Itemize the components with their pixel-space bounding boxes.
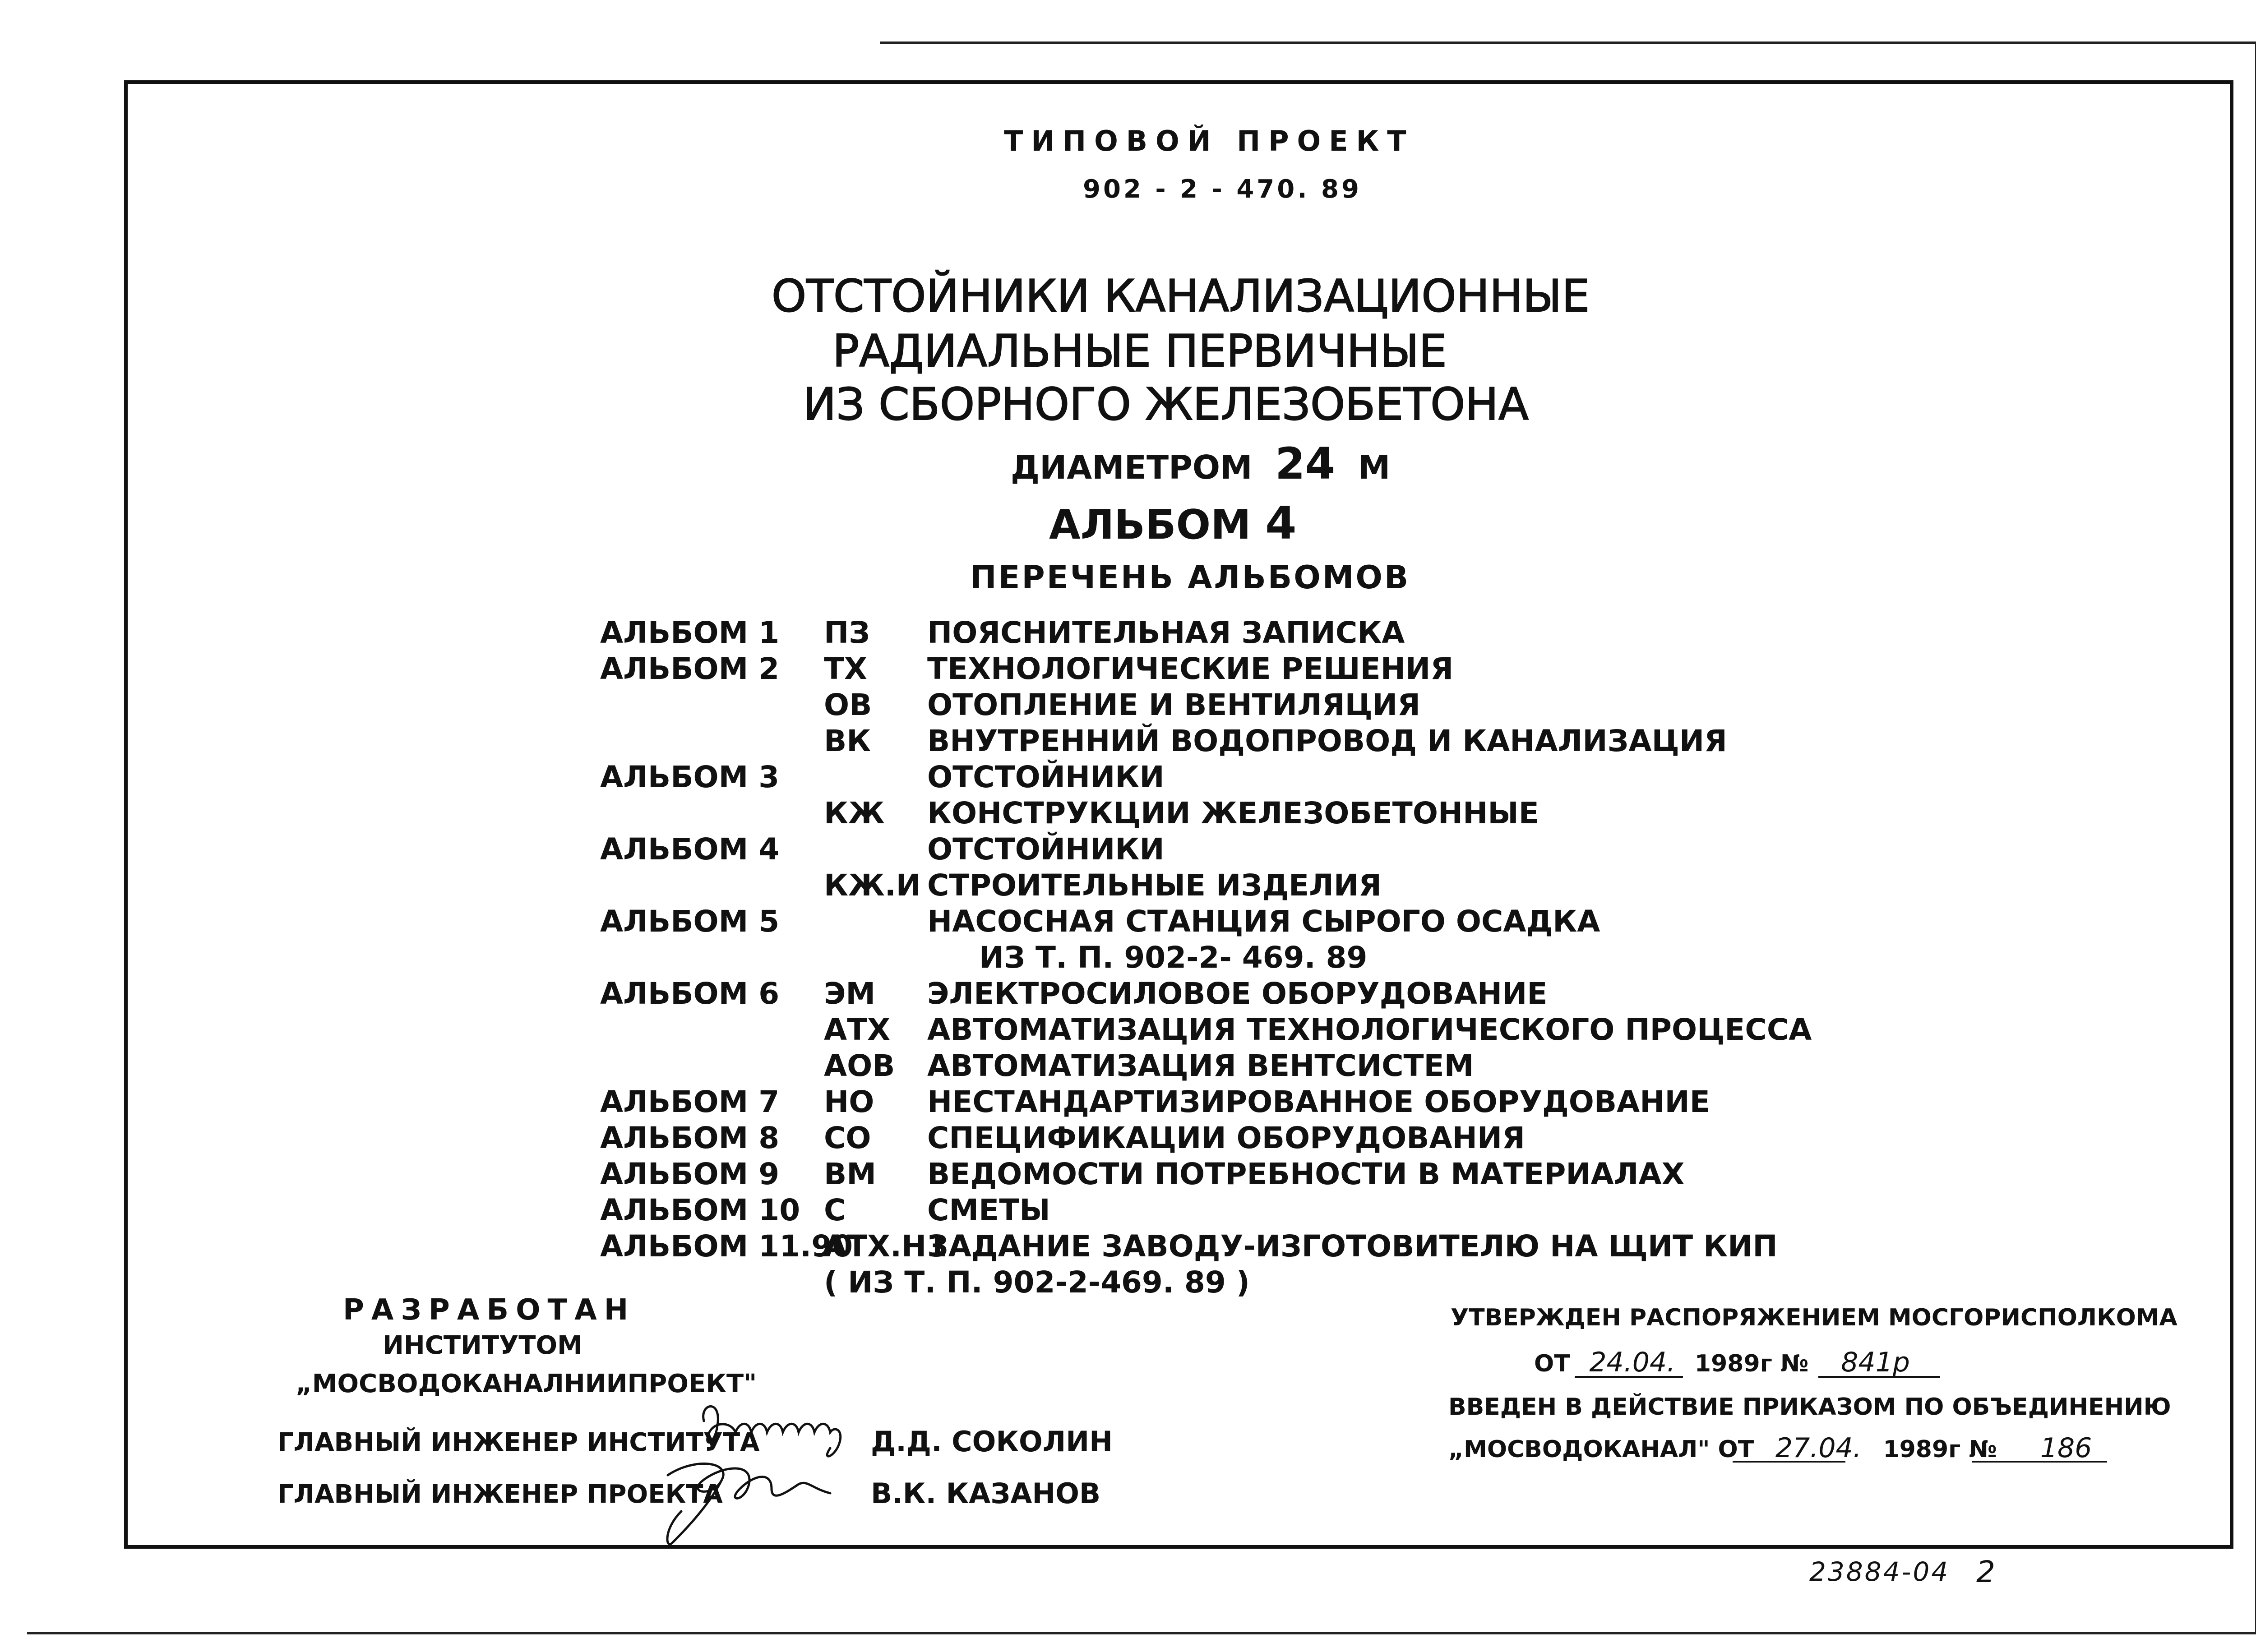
album-number: АЛЬБОМ 7	[600, 1084, 780, 1119]
album-row	[600, 726, 2134, 762]
album-label: АЛЬБОМ	[1049, 501, 1251, 549]
album-name: ТЕХНОЛОГИЧЕСКИЕ РЕШЕНИЯ	[927, 651, 1454, 686]
approved-year: 1989г №	[1694, 1350, 1809, 1377]
album-number: АЛЬБОМ 2	[600, 651, 780, 686]
developer-by: ИНСТИТУТОМ	[383, 1331, 582, 1360]
album-number: АЛЬБОМ 1	[600, 615, 780, 650]
album-code: АТХ	[824, 1012, 890, 1047]
album-code: ЭМ	[824, 976, 876, 1011]
chief-project-label: ГЛАВНЫЙ ИНЖЕНЕР ПРОЕКТА	[277, 1480, 723, 1509]
sheet-edge-top	[880, 42, 2256, 44]
album-row	[600, 1159, 2134, 1195]
album-line	[1049, 497, 1297, 549]
album-number: АЛЬБОМ 6	[600, 976, 780, 1011]
developer-label: РАЗРАБОТАН	[343, 1293, 636, 1327]
chief-institute-label: ГЛАВНЫЙ ИНЖЕНЕР ИНСТИТУТА	[277, 1428, 760, 1457]
diameter-line	[1011, 438, 1391, 489]
approved-from: ОТ	[1534, 1350, 1570, 1377]
album-row	[600, 798, 2134, 835]
album-code: АТХ.Н1	[824, 1229, 948, 1264]
diameter-unit: М	[1358, 448, 1391, 486]
approved-text: УТВЕРЖДЕН РАСПОРЯЖЕНИЕМ МОСГОРИСПОЛКОМА	[1451, 1304, 2177, 1331]
enacted-number-underline	[1972, 1461, 2107, 1463]
album-row	[600, 1195, 2134, 1232]
project-number: 902 - 2 - 470. 89	[1083, 175, 1362, 204]
album-number: АЛЬБОМ 8	[600, 1121, 780, 1155]
album-name: ВНУТРЕННИЙ ВОДОПРОВОД И КАНАЛИЗАЦИЯ	[927, 724, 1727, 758]
album-code: СО	[824, 1121, 871, 1155]
album-number: АЛЬБОМ 3	[600, 760, 780, 794]
album-code: ОВ	[824, 688, 872, 722]
album-row	[600, 832, 2134, 871]
album-code: ВМ	[824, 1157, 876, 1191]
album-row	[600, 940, 2134, 979]
album-value: 4	[1265, 497, 1297, 549]
title-line-2: РАДИАЛЬНЫЕ ПЕРВИЧНЫЕ	[832, 326, 1447, 377]
chief-project-name: В.К. КАЗАНОВ	[871, 1477, 1101, 1510]
enacted-text: ВВЕДЕН В ДЕЙСТВИЕ ПРИКАЗОМ ПО ОБЪЕДИНЕНИЮ	[1448, 1394, 2171, 1421]
album-name: ВЕДОМОСТИ ПОТРЕБНОСТИ В МАТЕРИАЛАХ	[927, 1157, 1685, 1191]
album-name: ЭЛЕКТРОСИЛОВОЕ ОБОРУДОВАНИЕ	[927, 976, 1548, 1011]
enacted-org: „МОСВОДОКАНАЛ" ОТ	[1448, 1436, 1754, 1463]
enacted-year: 1989г №	[1883, 1436, 1997, 1463]
album-name: НАСОСНАЯ СТАНЦИЯ СЫРОГО ОСАДКА	[927, 904, 1600, 939]
approved-number-underline	[1818, 1376, 1940, 1378]
album-code: КЖ.И	[824, 868, 921, 903]
title-line-1: ОТСТОЙНИКИ КАНАЛИЗАЦИОННЫЕ	[772, 271, 1590, 322]
album-row	[600, 615, 2134, 654]
enacted-number: 186	[2040, 1432, 2092, 1464]
footer-page: 2	[1976, 1555, 1995, 1589]
chief-institute-name: Д.Д. СОКОЛИН	[871, 1425, 1113, 1458]
sheet-edge-bottom	[27, 1632, 2256, 1634]
album-name: ПОЯСНИТЕЛЬНАЯ ЗАПИСКА	[927, 615, 1405, 650]
albums-list	[600, 615, 2134, 1300]
album-code: С	[824, 1193, 846, 1227]
footer-number: 23884-04	[1809, 1556, 1950, 1587]
album-code: КЖ	[824, 796, 885, 831]
album-code: ( ИЗ Т. П. 902-2-469. 89 )	[824, 1265, 1250, 1300]
approved-date-underline	[1575, 1376, 1683, 1378]
album-name: КОНСТРУКЦИИ ЖЕЛЕЗОБЕТОННЫЕ	[927, 796, 1539, 831]
album-name: ЗАДАНИЕ ЗАВОДУ-ИЗГОТОВИТЕЛЮ НА ЩИТ КИП	[927, 1229, 1778, 1264]
album-name: СПЕЦИФИКАЦИИ ОБОРУДОВАНИЯ	[927, 1121, 1525, 1155]
album-number: АЛЬБОМ 11.90	[600, 1229, 853, 1264]
album-row	[600, 904, 2134, 943]
album-name: ОТСТОЙНИКИ	[927, 832, 1165, 867]
album-row	[600, 1229, 2134, 1268]
album-name: ОТСТОЙНИКИ	[927, 760, 1165, 794]
album-name: СМЕТЫ	[927, 1193, 1050, 1227]
albums-list-title: ПЕРЕЧЕНЬ АЛЬБОМОВ	[970, 559, 1410, 596]
project-kind: ТИПОВОЙ ПРОЕКТ	[1004, 125, 1415, 157]
album-name: СТРОИТЕЛЬНЫЕ ИЗДЕЛИЯ	[927, 868, 1382, 903]
developer-org: „МОСВОДОКАНАЛНИИПРОЕКТ"	[296, 1369, 757, 1398]
album-code: НО	[824, 1084, 874, 1119]
album-row	[600, 1123, 2134, 1159]
album-number: АЛЬБОМ 10	[600, 1193, 800, 1227]
album-code: АОВ	[824, 1048, 895, 1083]
album-name: АВТОМАТИЗАЦИЯ ВЕНТСИСТЕМ	[927, 1048, 1474, 1083]
album-code: ТХ	[824, 651, 867, 686]
album-row	[600, 690, 2134, 726]
album-row	[600, 868, 2134, 907]
enacted-line	[1448, 1432, 2127, 1464]
album-row	[600, 1012, 2134, 1051]
diameter-label: ДИАМЕТРОМ	[1011, 448, 1253, 486]
album-name: АВТОМАТИЗАЦИЯ ТЕХНОЛОГИЧЕСКОГО ПРОЦЕССА	[927, 1012, 1812, 1047]
signature-chief-project	[654, 1448, 844, 1552]
album-row	[600, 1084, 2134, 1123]
album-row	[600, 1048, 2134, 1087]
album-name: ОТОПЛЕНИЕ И ВЕНТИЛЯЦИЯ	[927, 688, 1420, 722]
approved-date: 24.04.	[1589, 1347, 1676, 1378]
album-name: НЕСТАНДАРТИЗИРОВАННОЕ ОБОРУДОВАНИЕ	[927, 1084, 1710, 1119]
enacted-date-underline	[1733, 1461, 1845, 1463]
approved-number: 841р	[1841, 1347, 1910, 1378]
album-name: ИЗ Т. П. 902-2- 469. 89	[927, 940, 1368, 975]
album-row	[600, 651, 2134, 690]
title-line-3: ИЗ СБОРНОГО ЖЕЛЕЗОБЕТОНА	[803, 379, 1529, 430]
album-number: АЛЬБОМ 5	[600, 904, 780, 939]
enacted-date: 27.04.	[1775, 1432, 1862, 1464]
album-row	[600, 762, 2134, 798]
album-row	[600, 976, 2134, 1015]
album-row	[600, 1265, 2134, 1304]
approved-line	[1534, 1349, 1934, 1376]
diameter-value: 24	[1275, 438, 1336, 489]
album-number: АЛЬБОМ 9	[600, 1157, 780, 1191]
album-code: ПЗ	[824, 615, 870, 650]
album-number: АЛЬБОМ 4	[600, 832, 780, 867]
album-code: ВК	[824, 724, 871, 758]
